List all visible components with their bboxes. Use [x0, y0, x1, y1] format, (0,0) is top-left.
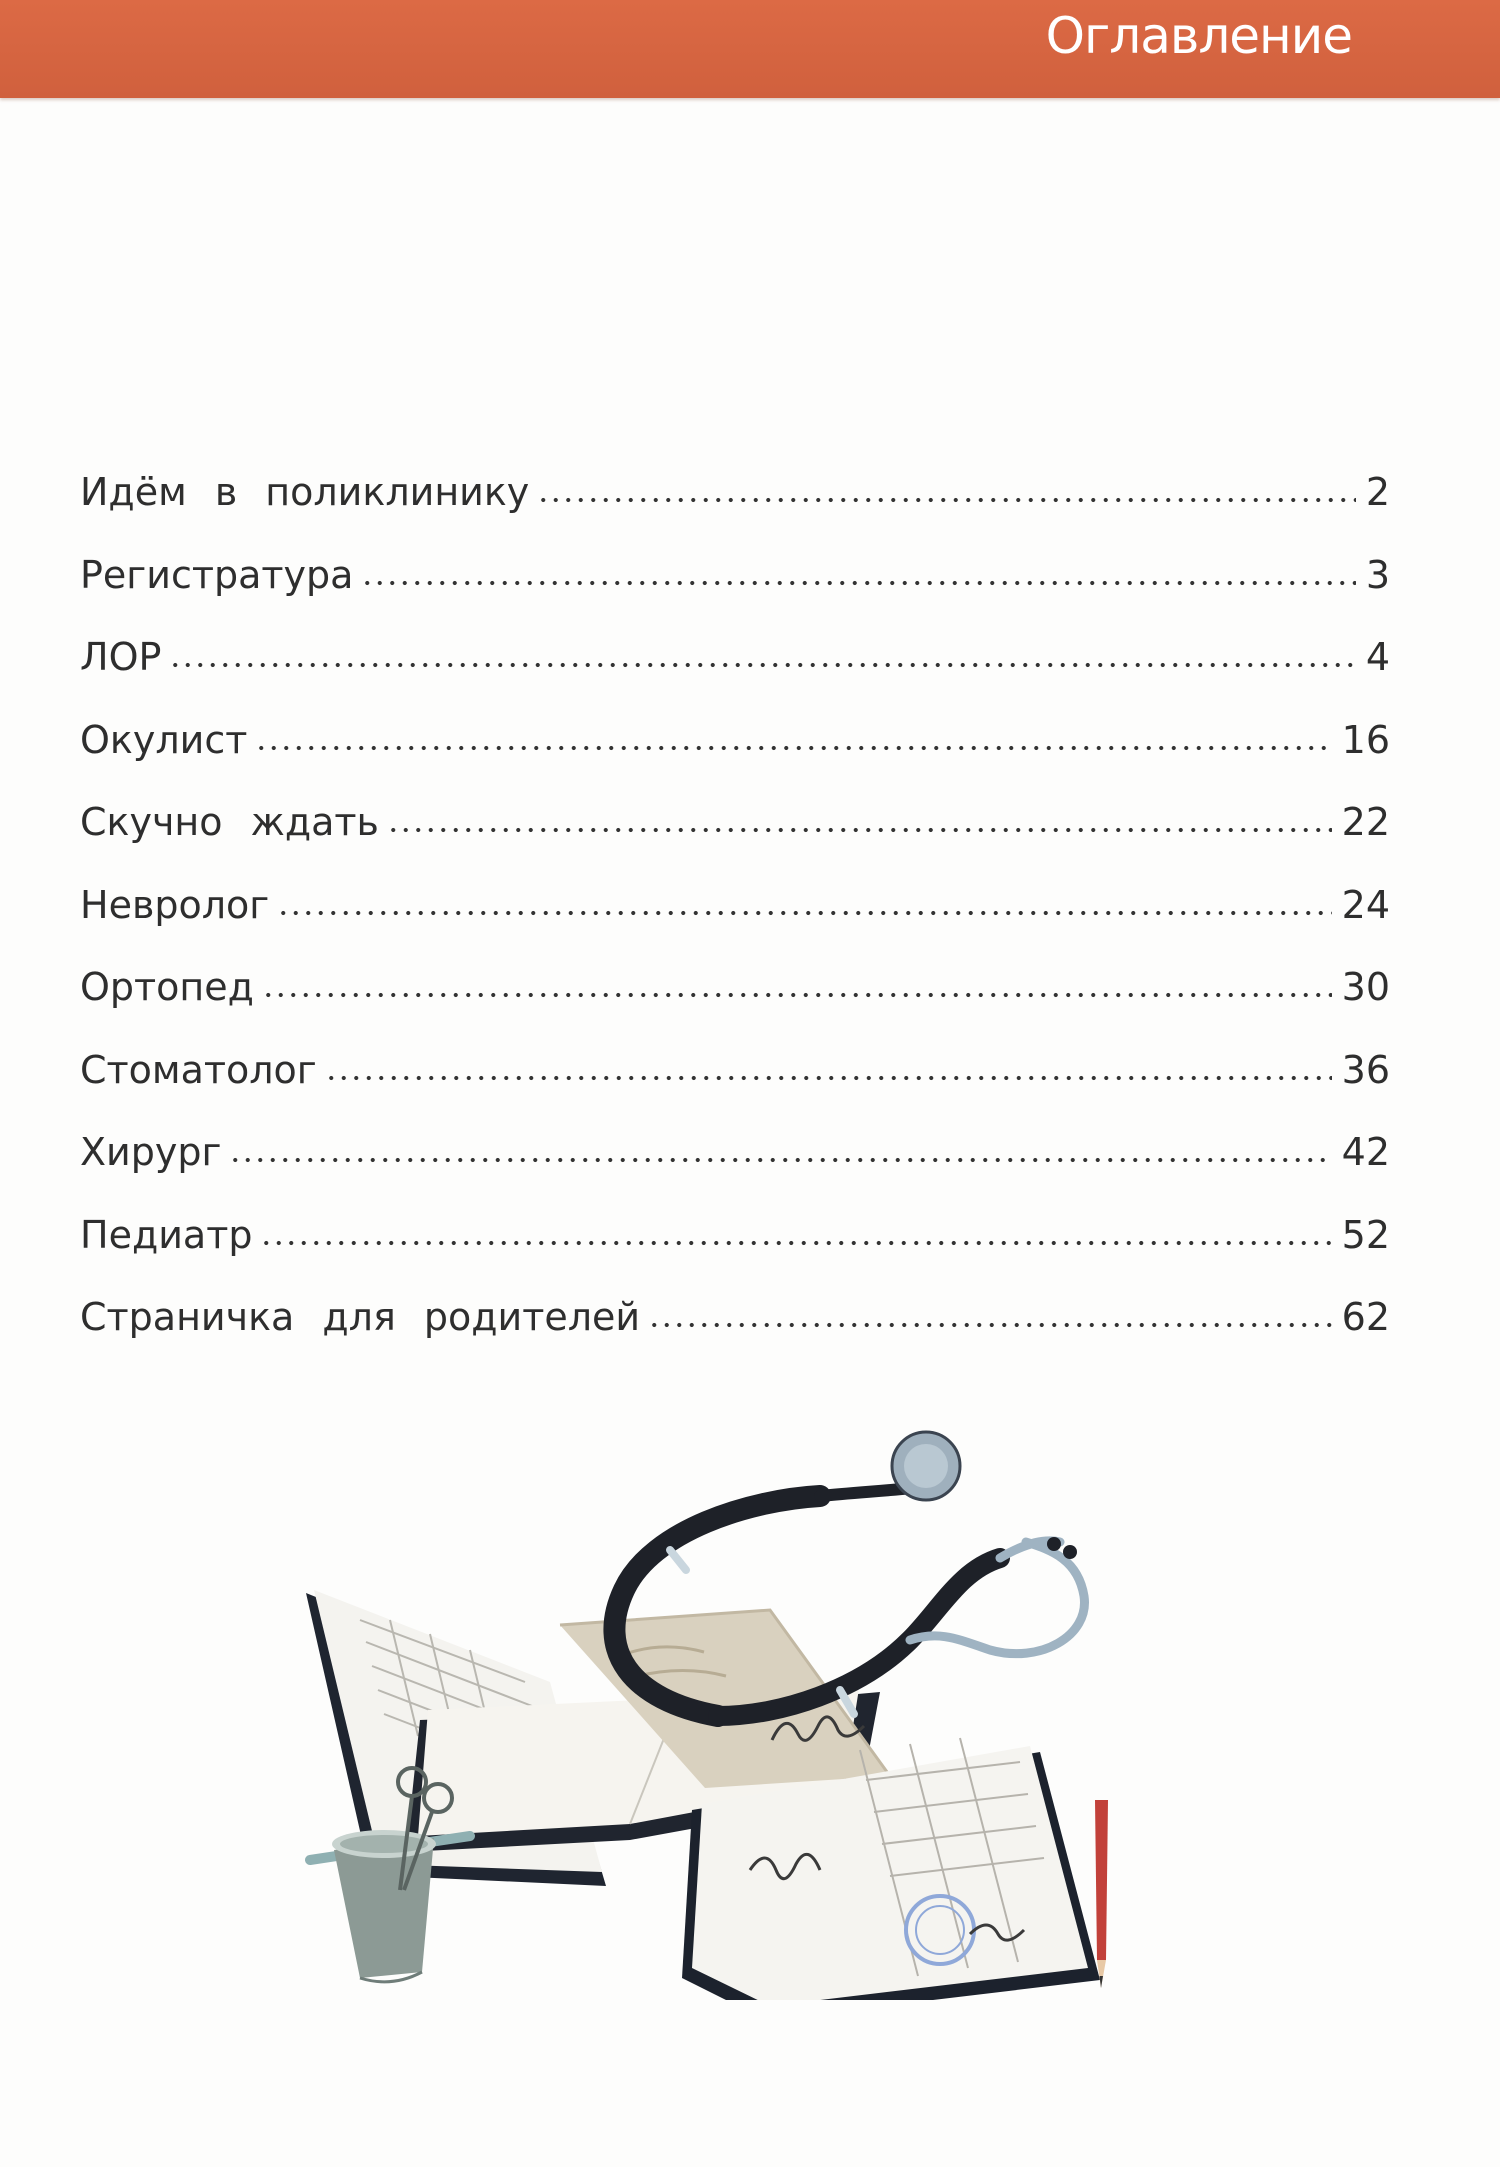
toc-entry[interactable]	[80, 551, 1390, 634]
toc-entry[interactable]	[80, 716, 1390, 799]
toc-entry-page: 36	[1341, 1047, 1390, 1092]
toc-entry-title: Ортопед	[80, 965, 254, 1009]
toc-entry[interactable]	[80, 1293, 1390, 1376]
toc-entry-title: Идём в поликлинику	[80, 470, 530, 514]
toc-entry-page: 62	[1341, 1295, 1390, 1339]
table-of-contents	[80, 468, 1390, 1376]
toc-leader-dots	[169, 662, 1355, 668]
toc-leader-dots	[361, 580, 1355, 586]
stethoscope-chestpiece-icon	[892, 1432, 960, 1500]
toc-entry[interactable]	[80, 468, 1390, 551]
toc-leader-dots	[262, 992, 1332, 998]
toc-entry-page: 4	[1365, 635, 1390, 679]
toc-entry[interactable]	[80, 633, 1390, 716]
toc-entry-page: 3	[1365, 552, 1390, 597]
toc-entry-title: Хирург	[80, 1130, 222, 1174]
toc-entry-page: 52	[1341, 1212, 1390, 1257]
toc-leader-dots	[229, 1157, 1331, 1163]
toc-entry-title: Окулист	[80, 717, 248, 762]
toc-entry-title: Стоматолог	[80, 1047, 317, 1092]
page-title: Оглавление	[1045, 7, 1352, 65]
toc-entry-title: Страничка для родителей	[80, 1295, 641, 1339]
stethoscope-on-medical-records-icon	[300, 1420, 1140, 2000]
header-band	[0, 0, 1500, 98]
toc-entry-page: 42	[1341, 1130, 1390, 1174]
toc-leader-dots	[255, 745, 1331, 751]
toc-entry[interactable]	[80, 1211, 1390, 1294]
toc-entry[interactable]	[80, 1128, 1390, 1211]
toc-entry[interactable]	[80, 798, 1390, 881]
pencil-icon	[1095, 1800, 1108, 1988]
toc-leader-dots	[537, 497, 1356, 503]
toc-leader-dots	[260, 1240, 1331, 1246]
toc-entry-page: 22	[1341, 800, 1390, 844]
toc-entry-title: Скучно ждать	[80, 800, 379, 844]
toc-entry-title: Регистратура	[80, 552, 354, 597]
toc-entry-title: ЛОР	[80, 635, 162, 679]
toc-entry-page: 24	[1341, 882, 1390, 927]
toc-entry-page: 2	[1365, 470, 1390, 514]
toc-entry-title: Педиатр	[80, 1212, 253, 1257]
toc-entry[interactable]	[80, 1046, 1390, 1129]
toc-leader-dots	[325, 1075, 1332, 1081]
toc-leader-dots	[648, 1322, 1332, 1328]
toc-entry[interactable]	[80, 881, 1390, 964]
toc-entry-page: 16	[1341, 717, 1390, 762]
toc-entry-title: Невролог	[80, 882, 270, 927]
toc-entry[interactable]	[80, 963, 1390, 1046]
toc-leader-dots	[387, 827, 1332, 833]
toc-leader-dots	[277, 910, 1331, 916]
toc-entry-page: 30	[1341, 965, 1390, 1009]
